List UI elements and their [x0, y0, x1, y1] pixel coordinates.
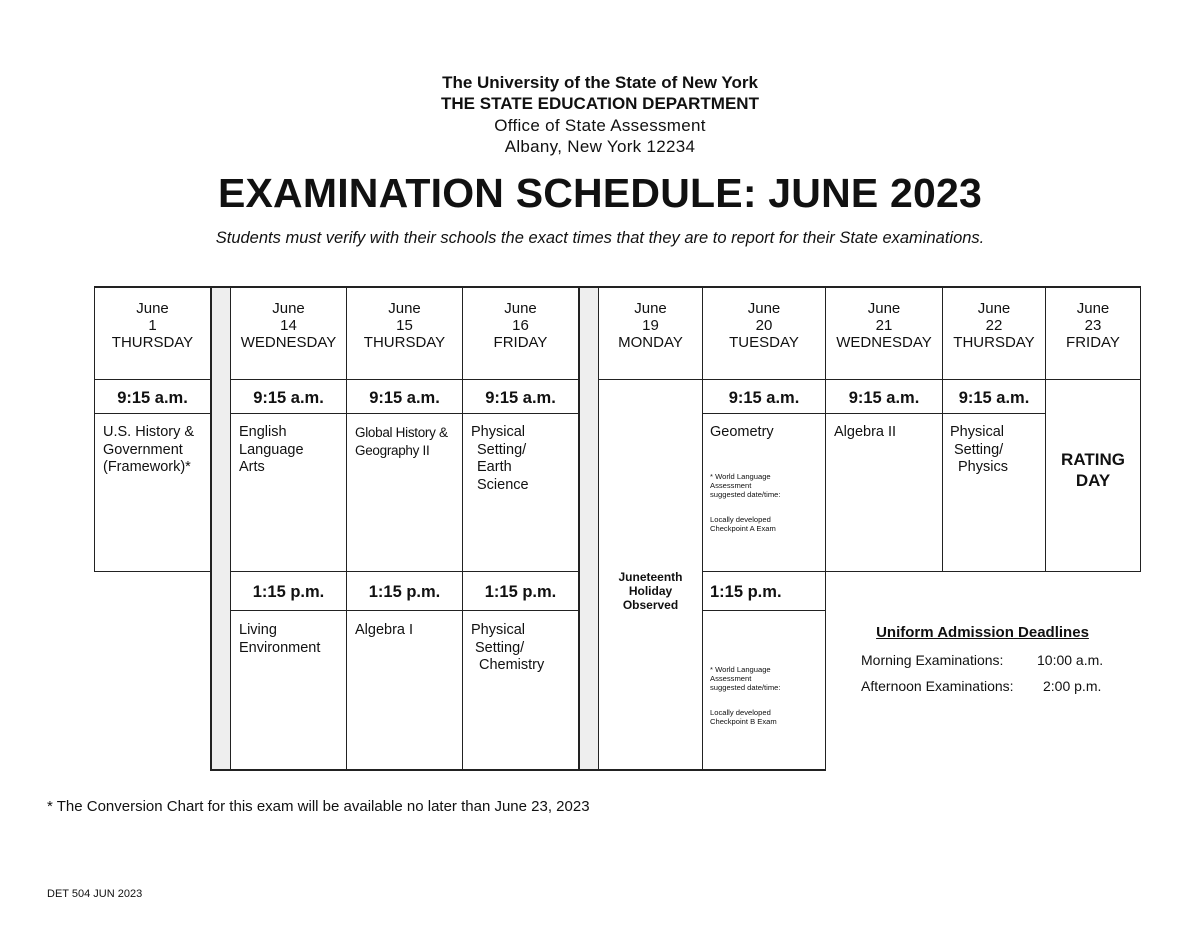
note-line: * World Language: [710, 665, 771, 674]
grid-vline: [462, 286, 463, 771]
day-month: June: [634, 300, 667, 317]
note-line: Locally developed: [710, 708, 771, 717]
day-month: June: [272, 300, 305, 317]
day-header-jun-1: [95, 300, 210, 351]
afternoon-time-jun-16: 1:15 p.m.: [484, 583, 557, 601]
afternoon-deadline-time: 2:00 p.m.: [1043, 678, 1102, 694]
grid-line-under-afternoon: [702, 610, 826, 611]
exam-line: English: [239, 424, 287, 440]
checkpoint-b-note: [710, 708, 777, 726]
morning-time-jun-1: 9:15 a.m.: [117, 389, 188, 407]
holiday-line: Juneteenth: [618, 570, 683, 584]
note-line: * World Language: [710, 472, 771, 481]
exam-ela: [239, 424, 304, 477]
day-month: June: [867, 300, 901, 317]
exam-line: Earth: [477, 459, 512, 475]
note-line: suggested date/time:: [710, 490, 781, 499]
day-weekday: WEDNESDAY: [836, 334, 932, 351]
exam-line: Setting/: [954, 441, 1004, 458]
exam-physics: [950, 424, 1008, 477]
note-line: Checkpoint B Exam: [710, 717, 777, 726]
grid-line-under-morning: [230, 413, 580, 414]
afternoon-time-jun-20: 1:15 p.m.: [710, 583, 782, 601]
exam-line: U.S. History &: [103, 424, 195, 440]
day-month: June: [1076, 300, 1110, 317]
day-header-jun-14: [231, 300, 346, 351]
grid-line-under-morning: [702, 413, 1045, 414]
form-code: DET 504 JUN 2023: [47, 888, 143, 900]
day-date: 20: [755, 317, 773, 334]
exam-algebra-2: Algebra II: [834, 424, 897, 440]
day-header-jun-21: [826, 300, 942, 351]
checkpoint-a-note: [710, 515, 776, 533]
day-header-jun-16: [463, 300, 578, 351]
day-weekday: FRIDAY: [1066, 334, 1120, 351]
exam-chemistry: [471, 622, 544, 675]
exam-line: Chemistry: [479, 657, 545, 673]
exam-line: Physics: [958, 459, 1008, 475]
exam-geometry: Geometry: [710, 424, 774, 440]
exam-global-history: [355, 424, 448, 459]
exam-line: Government: [103, 441, 183, 458]
admission-deadlines-title: Uniform Admission Deadlines: [876, 624, 1089, 641]
day-date: 22: [985, 317, 1003, 334]
office-name: Office of State Assessment: [494, 116, 706, 135]
day-weekday: TUESDAY: [729, 334, 799, 351]
grid-line-under-days: [598, 379, 1141, 380]
day-weekday: THURSDAY: [363, 334, 446, 351]
note-line: Assessment: [710, 674, 752, 683]
rating-line: DAY: [1075, 471, 1111, 490]
day-weekday: WEDNESDAY: [240, 334, 337, 351]
note-line: suggested date/time:: [710, 683, 781, 692]
exam-line: Physical: [471, 424, 525, 440]
day-month: June: [747, 300, 781, 317]
day-weekday: FRIDAY: [493, 334, 548, 351]
morning-time-jun-14: 9:15 a.m.: [253, 389, 324, 407]
exam-line: Living: [239, 622, 277, 638]
grid-line-under-days: [94, 379, 212, 380]
day-month: June: [504, 300, 537, 317]
institution-name: The University of the State of New York: [442, 73, 758, 92]
day-header-jun-19: [599, 300, 702, 351]
grid-vline: [346, 286, 347, 771]
morning-time-jun-21: 9:15 a.m.: [848, 389, 920, 407]
world-language-note-afternoon: [710, 665, 781, 692]
grid-vline: [230, 286, 231, 771]
exam-line: Science: [477, 476, 529, 493]
exam-line: Setting/: [475, 639, 525, 656]
grid-line-under-morning: [94, 413, 212, 414]
rating-day: [1046, 449, 1140, 491]
day-weekday: THURSDAY: [111, 334, 194, 351]
grid-line-under-afternoon: [230, 610, 580, 611]
afternoon-deadline-label: Afternoon Examinations:: [861, 678, 1014, 694]
juneteenth-holiday: [599, 570, 702, 612]
morning-time-jun-15: 9:15 a.m.: [369, 389, 440, 407]
day-header-jun-23: [1046, 300, 1140, 351]
day-weekday: THURSDAY: [953, 334, 1035, 351]
day-date: 1: [148, 317, 157, 334]
afternoon-time-jun-14: 1:15 p.m.: [252, 583, 325, 601]
exam-line: (Framework)*: [103, 459, 191, 475]
holiday-line: Observed: [622, 598, 679, 612]
exam-living-environment: [239, 622, 320, 657]
day-date: 23: [1084, 317, 1102, 334]
exam-line: Setting/: [477, 441, 527, 458]
exam-algebra-1: Algebra I: [355, 622, 414, 638]
morning-deadline-label: Morning Examinations:: [861, 652, 1004, 668]
exam-line: Language: [239, 441, 304, 458]
conversion-chart-footnote: * The Conversion Chart for this exam will be available no later than June 23, 2023: [47, 798, 590, 815]
day-month: June: [388, 300, 421, 317]
day-weekday: MONDAY: [618, 334, 683, 351]
rating-line: RATING: [1061, 450, 1125, 469]
morning-time-jun-16: 9:15 a.m.: [485, 389, 556, 407]
page-title: EXAMINATION SCHEDULE: JUNE 2023: [217, 170, 983, 216]
day-header-jun-20: [703, 300, 825, 351]
world-language-note-morning: [710, 472, 781, 499]
page-subtitle: Students must verify with their schools the exact times that they are to report for their State examinations.: [215, 229, 985, 247]
exam-line: Arts: [239, 459, 265, 475]
office-address: Albany, New York 12234: [504, 137, 696, 156]
grid-line-under-days: [230, 379, 580, 380]
grid-line-morning-bottom: [94, 571, 212, 572]
day-month: June: [136, 300, 169, 317]
note-line: Checkpoint A Exam: [710, 524, 776, 533]
exam-line: Physical: [471, 622, 525, 638]
spacer-column-right: [580, 287, 598, 770]
grid-vline: [210, 286, 212, 771]
department-name: THE STATE EDUCATION DEPARTMENT: [441, 94, 759, 113]
day-date: 14: [280, 317, 297, 334]
exam-line: Physical: [950, 424, 1004, 440]
note-line: Locally developed: [710, 515, 771, 524]
grid-vline: [1140, 286, 1141, 572]
grid-vline: [598, 286, 599, 771]
morning-time-jun-22: 9:15 a.m.: [958, 389, 1030, 407]
day-header-jun-15: [347, 300, 462, 351]
grid-line-bottom: [210, 769, 826, 771]
exam-us-history: [103, 424, 194, 477]
day-date: 21: [875, 317, 893, 334]
exam-line: Geography II: [355, 442, 430, 458]
afternoon-time-jun-15: 1:15 p.m.: [368, 583, 441, 601]
day-header-jun-22: [943, 300, 1045, 351]
morning-time-jun-20: 9:15 a.m.: [728, 389, 800, 407]
exam-line: Environment: [239, 639, 321, 656]
exam-line: Global History &: [355, 425, 448, 440]
exam-earth-science: [471, 424, 529, 494]
grid-vline: [578, 286, 580, 771]
morning-deadline-time: 10:00 a.m.: [1037, 652, 1104, 668]
grid-vline: [825, 286, 826, 771]
grid-line-top: [94, 286, 1141, 288]
day-date: 19: [642, 317, 659, 334]
grid-line-morning-bottom: [230, 571, 580, 572]
day-month: June: [977, 300, 1011, 317]
day-date: 16: [512, 317, 529, 334]
note-line: Assessment: [710, 481, 752, 490]
day-date: 15: [396, 317, 413, 334]
grid-vline: [702, 286, 703, 771]
grid-line-morning-bottom: [702, 571, 1141, 572]
holiday-line: Holiday: [628, 584, 673, 598]
spacer-column-left: [212, 287, 230, 770]
